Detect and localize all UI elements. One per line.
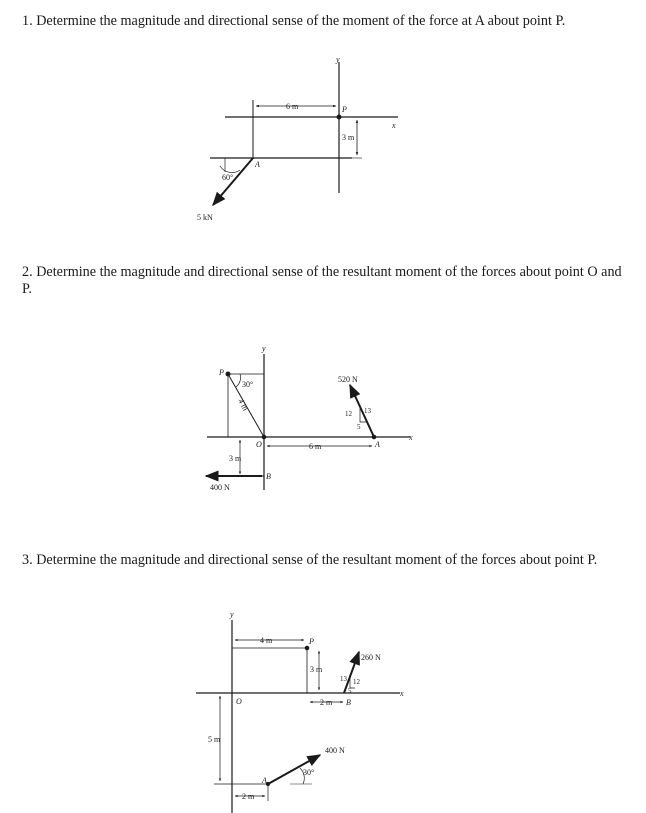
fig2-label-b: B xyxy=(266,472,271,481)
fig2-label-slope-12: 12 xyxy=(345,410,352,418)
fig1-point-p xyxy=(337,115,341,119)
fig3-point-p xyxy=(305,646,309,650)
fig2-label-520n: 520 N xyxy=(338,375,358,384)
fig1-label-y: y xyxy=(336,55,340,64)
fig2-label-slope-13: 13 xyxy=(364,407,371,415)
fig2-label-x: x xyxy=(409,433,413,442)
figure-2-labels xyxy=(210,344,413,492)
fig2-label-o: O xyxy=(256,440,262,449)
fig1-label-6m: 6 m xyxy=(286,102,299,111)
fig2-label-3m: 3 m xyxy=(229,454,242,463)
fig2-label-400n: 400 N xyxy=(210,483,230,492)
fig3-label-slope-12: 12 xyxy=(353,678,360,686)
fig3-label-slope-5: 5 xyxy=(348,687,352,695)
figure-1-labels xyxy=(197,55,396,222)
fig1-label-force: 5 kN xyxy=(197,213,213,222)
fig3-label-5m: 5 m xyxy=(208,735,221,744)
fig2-point-a xyxy=(372,435,376,439)
fig3-label-b: B xyxy=(346,698,351,707)
fig2-point-p xyxy=(226,372,230,376)
fig3-label-o: O xyxy=(236,697,242,706)
fig3-force-260-arrow xyxy=(344,652,359,693)
fig1-label-x: x xyxy=(392,121,396,130)
fig2-label-p: P xyxy=(219,368,224,377)
fig3-label-slope-13: 13 xyxy=(340,675,347,683)
fig2-label-6m: 6 m xyxy=(309,442,322,451)
fig3-label-angle: 30° xyxy=(303,768,315,777)
fig2-label-4m: 4 m xyxy=(236,397,251,413)
fig1-label-angle: 60° xyxy=(222,173,234,182)
fig2-point-o xyxy=(262,435,266,439)
fig1-label-3m: 3 m xyxy=(342,133,355,142)
fig1-label-p: P xyxy=(342,105,347,114)
fig2-label-a: A xyxy=(375,440,380,449)
fig3-label-y: y xyxy=(230,610,234,619)
fig2-label-angle: 30° xyxy=(242,380,254,389)
question-3-text: 3. Determine the magnitude and directional sense of the resultant moment of the forces about point P. xyxy=(22,552,598,568)
fig3-label-p: P xyxy=(309,637,314,646)
fig1-label-a: A xyxy=(255,160,260,169)
figure-3 xyxy=(196,620,400,813)
fig3-label-x: x xyxy=(400,689,404,698)
fig3-label-4m: 4 m xyxy=(260,636,273,645)
figure-3-labels xyxy=(208,610,404,801)
fig3-label-a: A xyxy=(262,776,267,785)
question-2-text: 2. Determine the magnitude and directional sense of the resultant moment of the forces about point O and P. xyxy=(22,264,622,297)
fig3-label-260n: 260 N xyxy=(361,653,381,662)
question-1-text: 1. Determine the magnitude and directional sense of the moment of the force at A about point P. xyxy=(22,13,566,29)
fig3-label-2m-top: 2 m xyxy=(320,698,333,707)
fig2-angle-arc xyxy=(236,374,241,387)
fig3-label-2m-bottom: 2 m xyxy=(242,792,255,801)
fig3-label-3m: 3 m xyxy=(310,665,323,674)
fig2-label-y: y xyxy=(262,344,266,353)
fig3-label-400n: 400 N xyxy=(325,746,345,755)
fig1-angle-arc xyxy=(220,166,240,173)
figure-1 xyxy=(210,62,398,205)
fig2-label-slope-5: 5 xyxy=(357,423,361,431)
figure-2 xyxy=(206,354,410,490)
